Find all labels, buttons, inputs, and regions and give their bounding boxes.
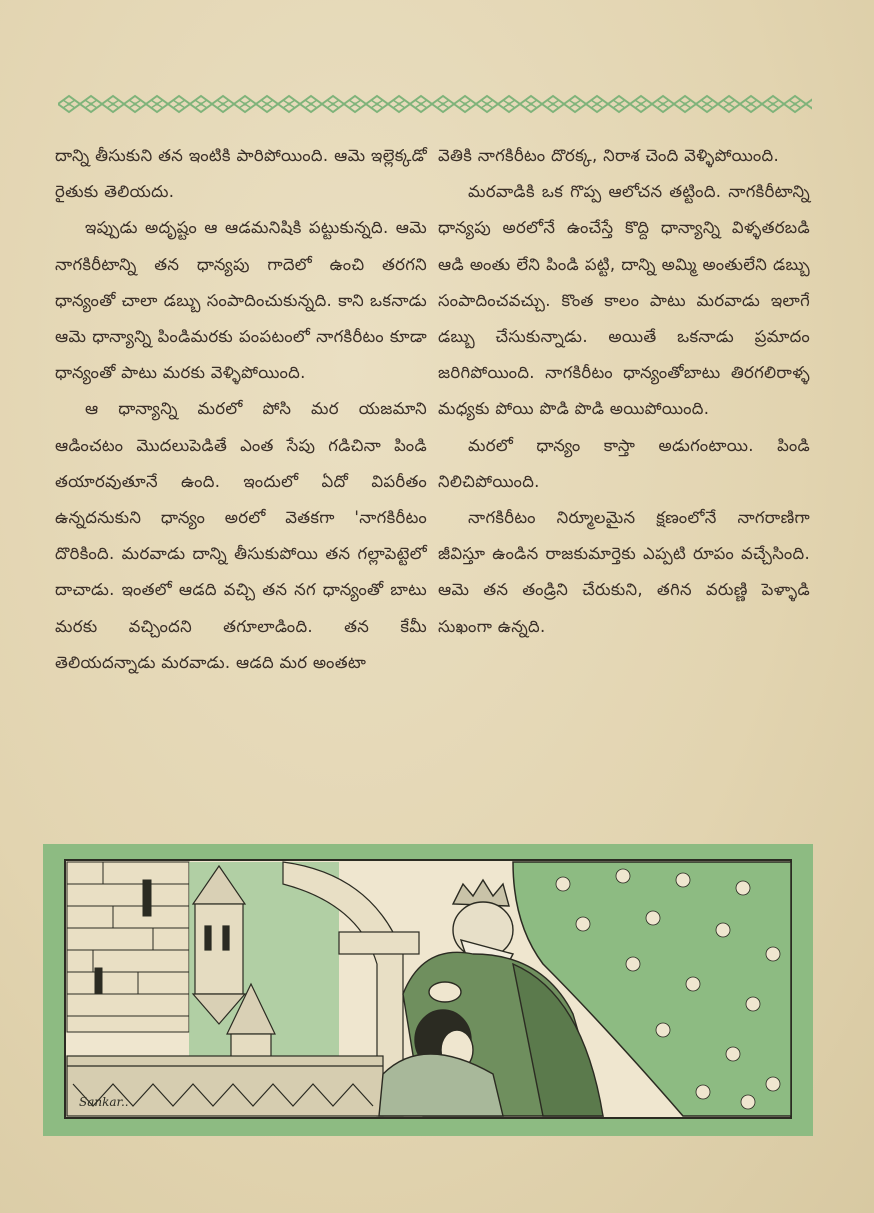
paragraph: మరవాడికి ఒక గొప్ప ఆలోచన తట్టింది. నాగకిరీటాన్ని ధాన్యపు అరలోనే ఉంచేస్తే కొద్ది ధాన్యాన్ని విళ్ళతరబడి ఆడి అంతు లేని పిండి పట్టి, దాన్ని అమ్మి అంతులేని డబ్బు సంపాదించవచ్చు. కొంత కాలం పాటు మరవాడు ఇలాగే డబ్బు చేసుకున్నాడు. అయితే ఒకనాడు ప్రమాదం జరిగిపోయింది. నాగకిరీటం ధాన్యంతోబాటు తిరగలిరాళ్ళ మధ్యకు పోయి పొడి పొడి అయిపోయింది. — [438, 182, 810, 419]
paragraph: దాన్ని తీసుకుని తన ఇంటికి పారిపోయింది. ఆమె ఇల్లెక్కడో రైతుకు తెలియదు. — [55, 146, 427, 202]
decorative-border — [58, 94, 812, 114]
border-pattern — [58, 94, 812, 114]
illustration-drawing — [43, 844, 813, 1136]
right-text-column — [438, 138, 810, 645]
artist-signature: Sankar.. — [79, 1095, 129, 1109]
paragraph: నాగకిరీటం నిర్మూలమైన క్షణంలోనే నాగరాణిగా జీవిస్తూ ఉండిన రాజకుమార్తెకు ఎప్పటి రూపం వచ్చేసింది. ఆమె తన తండ్రిని చేరుకుని, తగిన వరుణ్ణి పెళ్ళాడి సుఖంగా ఉన్నది. — [438, 508, 810, 636]
paragraph: వెతికి నాగకిరీటం దొరక్క, నిరాశ చెంది వెళ్ళిపోయింది. — [438, 146, 780, 165]
paragraph: ఇప్పుడు అదృష్టం ఆ ఆడమనిషికి పట్టుకున్నది. ఆమె నాగకిరీటాన్ని తన ధాన్యపు గాదెలో ఉంచి తరగని ధాన్యంతో చాలా డబ్బు సంపాదించుకున్నది. కాని ఒకనాడు ఆమె ధాన్యాన్ని పిండిమరకు పంపటంలో నాగకిరీటం కూడా ధాన్యంతో పాటు మరకు వెళ్ళిపోయింది. — [55, 218, 427, 383]
story-illustration — [43, 844, 813, 1136]
castle-wall — [67, 862, 189, 1032]
paragraph: మరలో ధాన్యం కాస్తా అడుగంటాయి. పిండి నిలిచిపోయింది. — [438, 435, 810, 491]
left-text-column — [55, 138, 427, 681]
paragraph: ఆ ధాన్యాన్ని మరలో పోసి మర యజమాని ఆడించటం మొదలుపెడితే ఎంత సేపు గడిచినా పిండి తయారవుతూనే ఉంది. ఇందులో ఏదో విపరీతం ఉన్నదనుకుని ధాన్యం అరలో వెతకగా 'నాగకిరీటం దొరికింది. మరవాడు దాన్ని తీసుకుపోయి తన గల్లాపెట్టెలో దాచాడు. ఇంతలో ఆడది వచ్చి తన నగ ధాన్యంతో బాటు మరకు వచ్చిందని తగూలాడింది. తన కేమీ తెలియదన్నాడు మరవాడు. ఆడది మర అంతటా — [55, 399, 427, 672]
